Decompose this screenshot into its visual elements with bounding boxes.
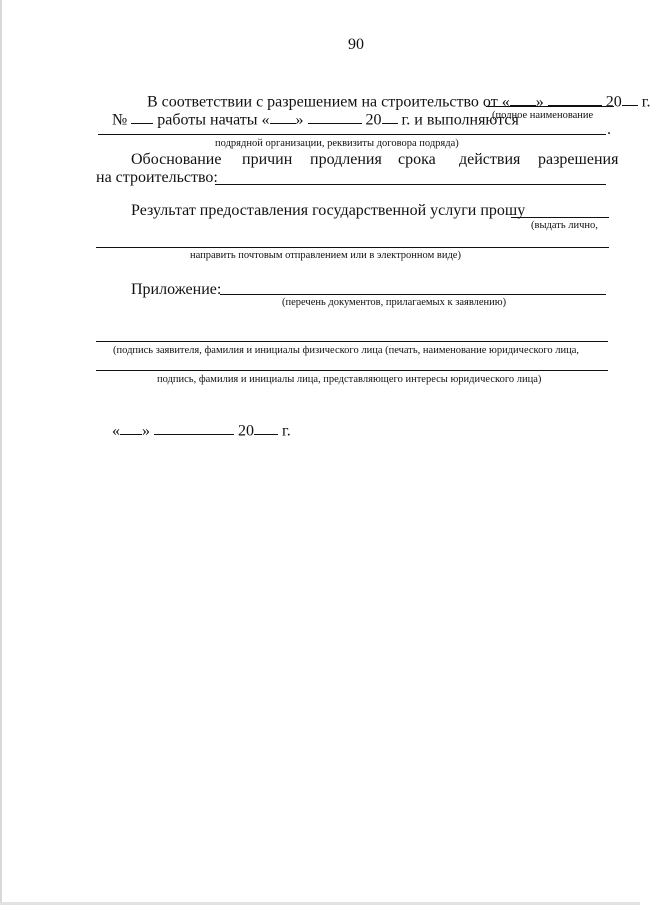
hint-personal: (выдать лично, bbox=[531, 220, 598, 231]
signature-field-1[interactable] bbox=[96, 341, 608, 342]
page-edge-shadow bbox=[0, 0, 2, 905]
work-text-3: » bbox=[295, 111, 304, 129]
signature-field-2[interactable] bbox=[96, 370, 608, 371]
start-day-field[interactable] bbox=[270, 109, 296, 124]
construction-text-3: 20 bbox=[605, 93, 622, 111]
justification-word-3: продления bbox=[310, 151, 382, 168]
hint-full-name: (полное наименование bbox=[492, 110, 594, 121]
work-text-2: работы начаты « bbox=[157, 111, 270, 129]
construction-text-2: » bbox=[535, 93, 544, 111]
justification-word-5: действия bbox=[459, 151, 521, 168]
justification-word-4: срока bbox=[398, 151, 436, 168]
attachment-label: Приложение: bbox=[131, 281, 222, 298]
date-line bbox=[96, 404, 291, 455]
work-start-line bbox=[96, 93, 519, 144]
date-open-quote: « bbox=[112, 422, 120, 440]
page-number: 90 bbox=[348, 36, 364, 53]
date-month-field[interactable] bbox=[154, 420, 234, 435]
start-year-field[interactable] bbox=[382, 109, 398, 124]
date-year-prefix: 20 bbox=[238, 422, 254, 440]
justification-line-2: на строительство: bbox=[96, 169, 218, 186]
result-label: Результат предоставления государственной услуги прошу bbox=[131, 202, 526, 219]
signature-hint-1: (подпись заявителя, фамилия и инициалы физического лица (печать, наименование юридического лица, bbox=[113, 345, 580, 356]
work-text-5: г. и выполняются bbox=[401, 111, 519, 129]
line-end-period: . bbox=[607, 121, 611, 138]
permit-number-field[interactable] bbox=[131, 109, 153, 124]
justification-word-6: разрешения bbox=[538, 151, 619, 168]
construction-text-4: г. bbox=[637, 93, 650, 111]
date-close-quote: » bbox=[142, 422, 150, 440]
justification-word-2: причин bbox=[242, 151, 293, 168]
date-suffix: г. bbox=[282, 422, 291, 440]
result-method-field-2[interactable] bbox=[96, 247, 609, 248]
hint-delivery: направить почтовым отправлением или в электронном виде) bbox=[190, 250, 461, 261]
work-text-4: 20 bbox=[365, 111, 382, 129]
date-year-field[interactable] bbox=[254, 420, 278, 435]
contractor-name-field-1[interactable] bbox=[486, 106, 614, 107]
attachment-hint: (перечень документов, прилагаемых к заявлению) bbox=[282, 297, 507, 308]
signature-hint-2: подпись, фамилия и инициалы лица, представляющего интересы юридического лица) bbox=[157, 374, 542, 385]
start-month-field[interactable] bbox=[308, 109, 362, 124]
justification-word-1: Обоснование bbox=[131, 151, 222, 168]
hint-contractor: подрядной организации, реквизиты договора подряда) bbox=[215, 138, 459, 149]
result-method-field-1[interactable] bbox=[511, 217, 609, 218]
construction-text-1: В соответствии с разрешением на строительство от « bbox=[147, 93, 510, 111]
permit-year-field[interactable] bbox=[622, 91, 638, 106]
contractor-name-field-2[interactable] bbox=[98, 134, 606, 135]
work-text-1: № bbox=[112, 111, 128, 129]
date-day-field[interactable] bbox=[120, 420, 142, 435]
attachment-field[interactable] bbox=[220, 294, 606, 295]
justification-field[interactable] bbox=[215, 184, 606, 185]
permit-month-field[interactable] bbox=[548, 91, 602, 106]
